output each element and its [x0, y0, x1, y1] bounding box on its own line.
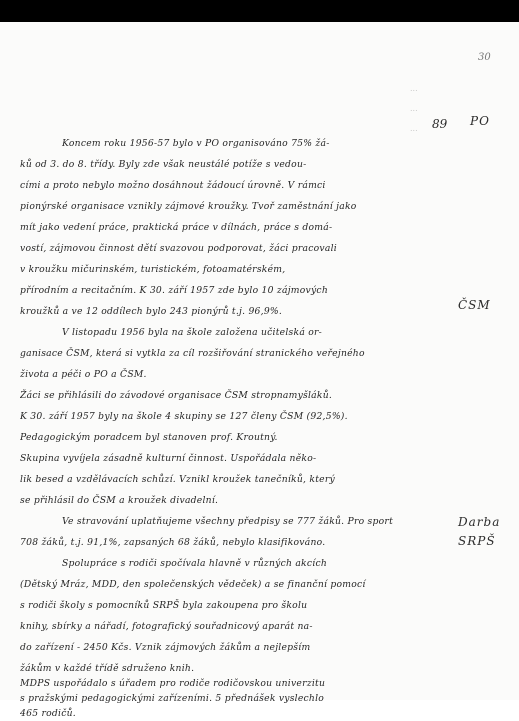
text-line: vostí, zájmovou činnost dětí svazovou podporovat, žáci pracovali	[20, 243, 337, 254]
margin-note-srps-line1: Darba	[458, 515, 501, 529]
text-line: do zařízení - 2450 Kčs. Vznik zájmových žákům a nejlepším	[20, 642, 311, 653]
text-line: 465 rodičů.	[20, 708, 76, 719]
text-line: knihy, sbírky a nářadí, fotografický souřadnicový aparát na-	[20, 621, 313, 632]
text-line: života a péči o PO a ČSM.	[20, 369, 147, 380]
text-line: pionýrské organisace vznikly zájmové kroužky. Tvoř zaměstnání jako	[20, 201, 357, 212]
text-line: žákům v každé třídě sdruženo knih.	[20, 663, 195, 674]
text-line: ků od 3. do 8. třídy. Byly zde však neustálé potíže s vedou-	[20, 159, 307, 170]
margin-note-po: PO	[470, 114, 490, 128]
text-line: Spolupráce s rodiči spočívala hlavně v různých akcích	[62, 558, 328, 569]
text-line: přírodním a recitačním. K 30. září 1957 zde bylo 10 zájmových	[20, 285, 328, 296]
text-line: Žáci se přihlásili do závodové organisace ČSM stropnamyšláků.	[20, 390, 333, 401]
text-line: K 30. září 1957 byly na škole 4 skupiny se 127 členy ČSM (92,5%).	[20, 411, 348, 422]
text-line: Skupina vyvíjela zásadně kulturní činnost. Uspořádala něko-	[20, 453, 317, 464]
text-line: mít jako vedení práce, praktická práce v dílnách, práce s domá-	[20, 222, 333, 233]
text-line: V listopadu 1956 byla na škole založena učitelská or-	[62, 327, 322, 338]
top-black-bar	[0, 0, 519, 22]
bleed-through-text: ...	[410, 124, 418, 133]
text-line: MDPS uspořádalo s úřadem pro rodiče rodičovskou univerzitu	[20, 678, 326, 689]
text-line: cími a proto nebylo možno dosáhnout žádoucí úrovně. V rámci	[20, 180, 326, 191]
text-line: (Dětský Mráz, MDD, den společenských vědeček) a se finanční pomocí	[20, 579, 366, 590]
text-line: s rodiči školy s pomocníků SRPŠ byla zakoupena pro školu	[20, 600, 308, 611]
text-line: s pražskými pedagogickými zařízeními. 5 přednášek vyslechlo	[20, 693, 325, 704]
margin-note-srps-line2: SRPŠ	[458, 534, 496, 548]
text-line: se přihlásil do ČSM a kroužek divadelní.	[20, 495, 219, 506]
handwritten-page	[0, 22, 519, 719]
bleed-through-text: ...	[410, 84, 418, 93]
bleed-through-text: ...	[410, 104, 418, 113]
text-line: Koncem roku 1956-57 bylo v PO organisováno 75% žá-	[62, 138, 330, 149]
text-line: kroužků a ve 12 oddílech bylo 243 pionýrů t.j. 96,9%.	[20, 306, 283, 317]
text-line: lik besed a vzdělávacích schůzí. Vznikl kroužek tanečníků, který	[20, 474, 335, 485]
corner-mark: 30	[478, 52, 491, 63]
text-line: ganisace ČSM, která si vytkla za cíl rozšiřování stranického veřejného	[20, 348, 365, 359]
margin-note-csm: ČSM	[458, 298, 491, 312]
text-line: v kroužku mičurinském, turistickém, fotoamatérském,	[20, 264, 286, 275]
text-line: 708 žáků, t.j. 91,1%, zapsaných 68 žáků, nebylo klasifikováno.	[20, 537, 326, 548]
text-line: Pedagogickým poradcem byl stanoven prof. Kroutný.	[20, 432, 278, 443]
text-line: Ve stravování uplatňujeme všechny předpisy se 777 žáků. Pro sport	[62, 516, 394, 527]
page-number: 89	[432, 117, 448, 131]
